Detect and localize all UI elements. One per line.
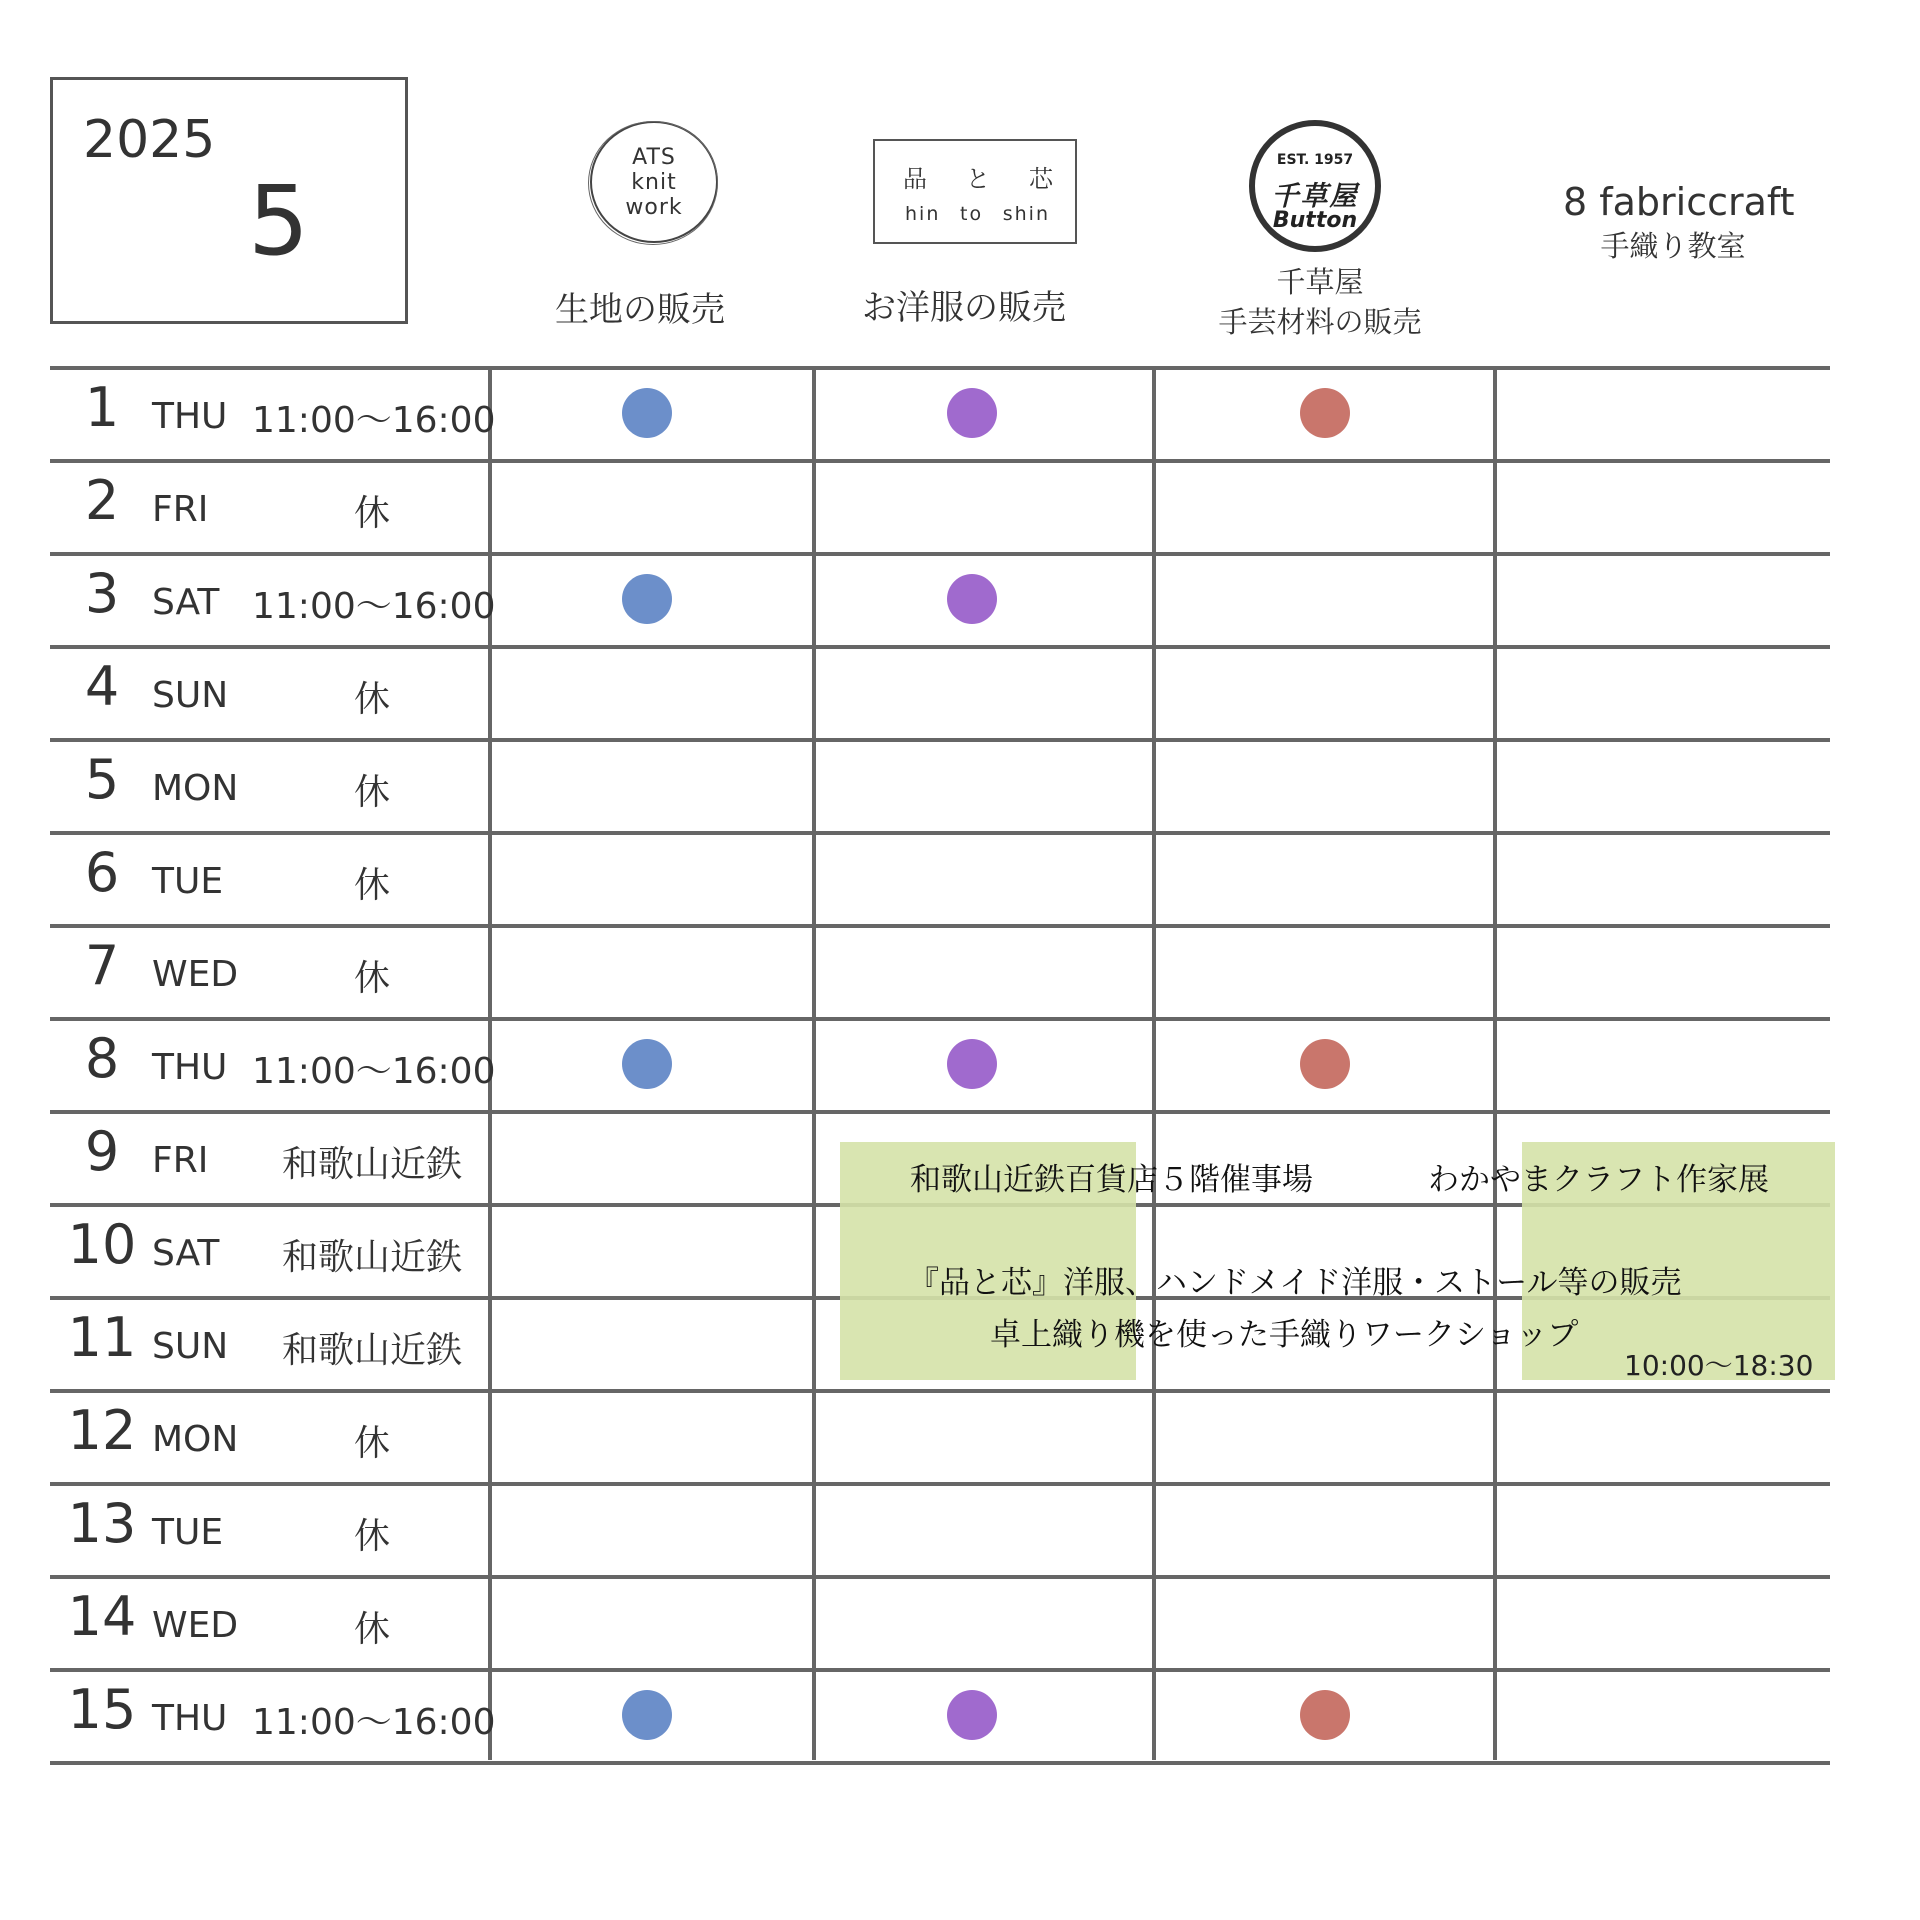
- day-number: 7: [84, 934, 120, 997]
- red-dot-marker: [1300, 388, 1350, 438]
- logo-text: EST. 1957: [1276, 152, 1354, 168]
- weekday-label: WED: [152, 954, 239, 995]
- event-time: 10:00〜18:30: [1624, 1349, 1814, 1382]
- day-number: 11: [67, 1306, 137, 1369]
- chigusaya-button-logo: [1249, 120, 1381, 252]
- day-number: 10: [67, 1213, 137, 1276]
- column-header-sub: 手織り教室: [1600, 229, 1746, 263]
- column-divider: [1152, 368, 1156, 1760]
- logo-text: ATS: [632, 144, 676, 170]
- month-box: [50, 77, 408, 324]
- weekday-label: THU: [152, 1047, 228, 1088]
- hours-label: 和歌山近鉄: [281, 1144, 462, 1185]
- logo-text: work: [625, 194, 683, 220]
- hours-label: 休: [353, 772, 390, 813]
- column-header-text: 千草屋 手芸材料の販売: [1218, 265, 1422, 339]
- purple-dot-marker: [947, 1039, 997, 1089]
- day-row: [50, 647, 490, 739]
- logo-text: hin: [905, 203, 941, 225]
- event-description-line1: 『品と芯』洋服、ハンドメイド洋服・ストール等の販売: [908, 1265, 1682, 1301]
- hours-label: 11:00〜16:00: [252, 1051, 496, 1092]
- purple-dot-marker: [947, 1690, 997, 1740]
- day-row: [50, 1298, 490, 1390]
- hours-label: 休: [353, 1609, 390, 1650]
- day-row: [50, 1670, 496, 1762]
- event-title: わかやまクラフト作家展: [1428, 1162, 1769, 1198]
- weekday-label: MON: [152, 768, 239, 809]
- hours-label: 和歌山近鉄: [281, 1330, 462, 1371]
- red-dot-marker: [1300, 1690, 1350, 1740]
- purple-dot-marker: [947, 388, 997, 438]
- day-row: [50, 368, 496, 460]
- weekday-label: SAT: [152, 1233, 220, 1274]
- day-row: [50, 1205, 490, 1297]
- column-header-name: 8 fabriccraft: [1563, 180, 1795, 224]
- logo-text: knit: [631, 169, 677, 195]
- hours-label: 11:00〜16:00: [252, 400, 496, 441]
- column-header-clothing: お洋服の販売: [862, 288, 1066, 328]
- day-row: [50, 554, 496, 646]
- blue-dot-marker: [622, 388, 672, 438]
- day-number: 14: [67, 1585, 137, 1648]
- weekday-label: SUN: [152, 675, 229, 716]
- day-number: 12: [67, 1399, 137, 1462]
- hours-label: 11:00〜16:00: [252, 1702, 496, 1743]
- hours-label: 休: [353, 493, 390, 534]
- weekday-label: THU: [152, 396, 228, 437]
- ats-knit-work-logo: [590, 121, 718, 243]
- logo-text: Button: [1272, 208, 1358, 233]
- event-venue: 和歌山近鉄百貨店５階催事場: [910, 1162, 1313, 1198]
- logo-text: 千草屋: [1271, 181, 1359, 212]
- day-number: 8: [84, 1027, 120, 1090]
- weekday-label: THU: [152, 1698, 228, 1739]
- hours-label: 休: [353, 1423, 390, 1464]
- day-row: [50, 740, 490, 832]
- column-divider: [1493, 368, 1497, 1760]
- logo-text: と: [966, 165, 990, 193]
- hin-to-shin-logo: [873, 139, 1077, 244]
- red-dot-marker: [1300, 1039, 1350, 1089]
- weekday-label: SUN: [152, 1326, 229, 1367]
- year-label: 2025: [83, 110, 216, 170]
- day-row: [50, 1577, 490, 1669]
- day-number: 5: [84, 748, 120, 811]
- day-row: [50, 1019, 496, 1111]
- month-label: 5: [248, 165, 310, 277]
- hours-label: 11:00〜16:00: [252, 586, 496, 627]
- day-row: [50, 1484, 490, 1576]
- purple-dot-marker: [947, 574, 997, 624]
- logo-text: to: [960, 203, 984, 225]
- hours-label: 休: [353, 865, 390, 906]
- event-description-line2: 卓上織り機を使った手織りワークショップ: [990, 1317, 1579, 1353]
- day-row: [50, 1391, 490, 1483]
- day-row: [50, 461, 490, 553]
- column-divider: [812, 368, 816, 1760]
- day-number: 3: [84, 562, 120, 625]
- day-number: 15: [67, 1678, 137, 1741]
- column-header-fabriccraft: [1563, 178, 1795, 266]
- day-row: [50, 833, 490, 925]
- day-row: [50, 1112, 490, 1204]
- weekday-label: SAT: [152, 582, 220, 623]
- hours-label: 休: [353, 1516, 390, 1557]
- day-number: 13: [67, 1492, 137, 1555]
- weekday-label: MON: [152, 1419, 239, 1460]
- logo-text: 品: [903, 165, 927, 193]
- logo-text: 芯: [1029, 165, 1053, 193]
- day-number: 2: [84, 469, 120, 532]
- weekday-label: TUE: [152, 861, 224, 902]
- weekday-label: WED: [152, 1605, 239, 1646]
- day-number: 6: [84, 841, 120, 904]
- weekday-label: FRI: [152, 1140, 209, 1181]
- hours-label: 休: [353, 958, 390, 999]
- weekday-label: TUE: [152, 1512, 224, 1553]
- column-header-craft-materials: [1215, 262, 1425, 342]
- day-number: 9: [84, 1120, 120, 1183]
- blue-dot-marker: [622, 1690, 672, 1740]
- day-number: 4: [84, 655, 120, 718]
- hours-label: 休: [353, 679, 390, 720]
- weekday-label: FRI: [152, 489, 209, 530]
- logo-text: shin: [1002, 203, 1050, 225]
- blue-dot-marker: [622, 1039, 672, 1089]
- day-number: 1: [84, 376, 120, 439]
- day-row: [50, 926, 490, 1018]
- blue-dot-marker: [622, 574, 672, 624]
- column-header-fabric: 生地の販売: [555, 290, 725, 330]
- hours-label: 和歌山近鉄: [281, 1237, 462, 1278]
